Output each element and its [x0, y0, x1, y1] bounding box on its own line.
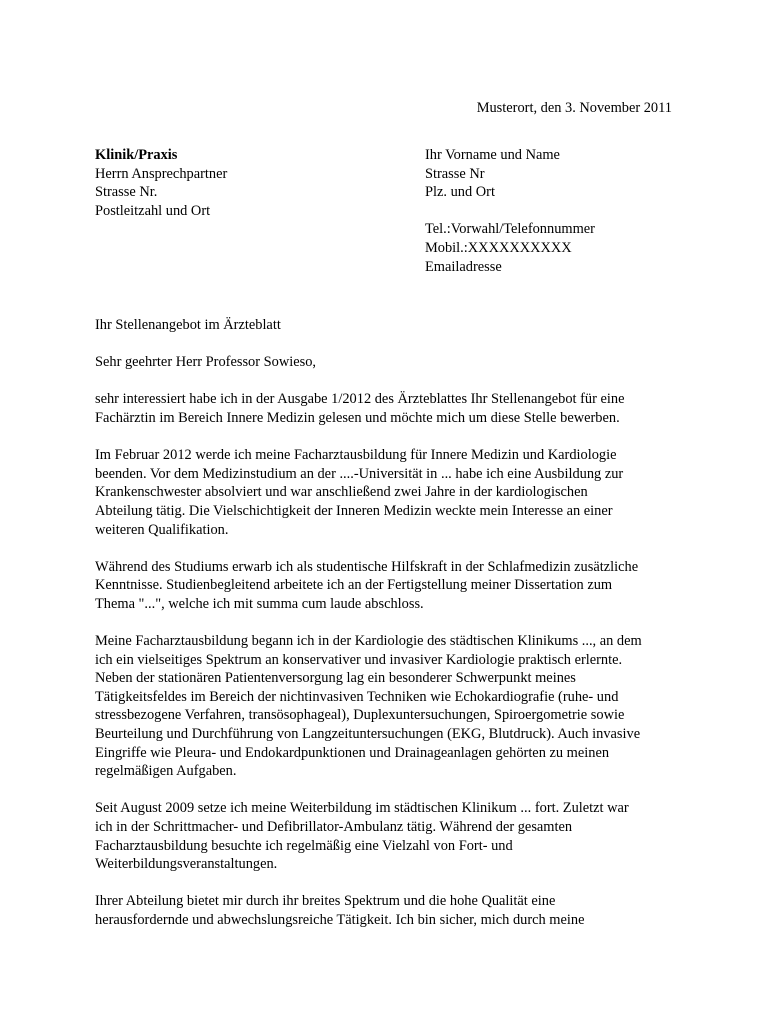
paragraph-line: Tätigkeitsfeldes im Bereich der nichtinvasiven Techniken wie Echokardiografie (ruhe- und: [95, 688, 619, 705]
salutation: Sehr geehrter Herr Professor Sowieso,: [95, 354, 316, 371]
paragraph-line: Eingriffe wie Pleura- und Endokardpunktionen und Drainageanlagen gehörten zu meinen: [95, 744, 610, 761]
sender-street: Strasse Nr: [425, 165, 485, 182]
date-line: Musterort, den 3. November 2011: [476, 100, 672, 116]
paragraph-line: Beurteilung und Durchführung von Langzeituntersuchungen (EKG, Blutdruck). Auch invasive: [95, 726, 641, 743]
paragraph-line: Thema "...", welche ich mit summa cum laude abschloss.: [95, 595, 424, 612]
address-spacer: [425, 202, 595, 221]
paragraph-line: ich ein vielseitiges Spektrum an konservativer und invasiver Kardiologie praktisch erlernte.: [95, 651, 623, 668]
recipient-city: Postleitzahl und Ort: [95, 202, 211, 219]
paragraph-line: Krankenschwester absolviert und war anschließend zwei Jahre in der kardiologischen: [95, 484, 588, 501]
recipient-street: Strasse Nr.: [95, 184, 158, 201]
paragraph-line: stressbezogene Verfahren, transösophageal), Duplexuntersuchungen, Spiroergometrie sowie: [95, 707, 625, 724]
sender-mobile: Mobil.:XXXXXXXXXX: [425, 239, 572, 256]
paragraph-line: Facharztausbildung besuchte ich regelmäßig eine Vielzahl von Fort- und: [95, 837, 513, 854]
recipient-institution: Klinik/Praxis: [95, 147, 178, 163]
sender-name: Ihr Vorname und Name: [425, 147, 560, 163]
body-paragraph: [95, 390, 677, 427]
paragraph-line: herausfordernde und abwechslungsreiche Tätigkeit. Ich bin sicher, mich durch meine: [95, 912, 585, 928]
subject-line: Ihr Stellenangebot im Ärzteblatt: [95, 317, 281, 333]
body-paragraph: [95, 799, 677, 873]
paragraph-line: Abteilung tätig. Die Vielschichtigkeit der Inneren Medizin weckte mein Interesse an einer: [95, 502, 613, 519]
body-paragraph: [95, 446, 677, 539]
paragraph-line: Fachärztin im Bereich Innere Medizin gelesen und möchte mich um diese Stelle bewerben.: [95, 409, 620, 426]
sender-address: [425, 146, 595, 276]
paragraph-line: Seit August 2009 setze ich meine Weiterbildung im städtischen Klinikum ... fort. Zuletzt war: [95, 800, 629, 817]
paragraph-line: Weiterbildungsveranstaltungen.: [95, 856, 278, 873]
sender-city: Plz. und Ort: [425, 184, 495, 201]
body-paragraph: [95, 558, 677, 614]
paragraph-line: Kenntnisse. Studienbegleitend arbeitete ich an der Fertigstellung meiner Dissertation zum: [95, 577, 613, 594]
sender-phone: Tel.:Vorwahl/Telefonnummer: [425, 221, 595, 238]
body-paragraphs: [95, 390, 677, 929]
paragraph-line: beenden. Vor dem Medizinstudium an der ....-Universität in ... habe ich eine Ausbildung zur: [95, 465, 624, 482]
paragraph-line: Neben der stationären Patientenversorgung lag ein besonderer Schwerpunkt meines: [95, 670, 576, 687]
recipient-contact-person: Herrn Ansprechpartner: [95, 165, 228, 182]
recipient-address: [95, 146, 227, 220]
paragraph-line: Ihrer Abteilung bietet mir durch ihr breites Spektrum und die hohe Qualität eine: [95, 893, 556, 910]
paragraph-line: ich in der Schrittmacher- und Defibrillator-Ambulanz tätig. Während der gesamten: [95, 819, 573, 836]
paragraph-line: sehr interessiert habe ich in der Ausgabe 1/2012 des Ärzteblattes Ihr Stellenangebot für eine: [95, 391, 625, 408]
body-paragraph: [95, 892, 677, 929]
paragraph-line: Während des Studiums erwarb ich als studentische Hilfskraft in der Schlafmedizin zusätzliche: [95, 558, 639, 575]
paragraph-line: weiteren Qualifikation.: [95, 521, 229, 538]
paragraph-line: Meine Facharztausbildung begann ich in der Kardiologie des städtischen Klinikums ..., an dem: [95, 633, 642, 650]
sender-email: Emailadresse: [425, 258, 502, 275]
paragraph-line: regelmäßigen Aufgaben.: [95, 763, 237, 780]
letter-body: [95, 316, 677, 948]
body-paragraph: [95, 632, 677, 781]
paragraph-line: Im Februar 2012 werde ich meine Facharztausbildung für Innere Medizin und Kardiologie: [95, 447, 617, 464]
